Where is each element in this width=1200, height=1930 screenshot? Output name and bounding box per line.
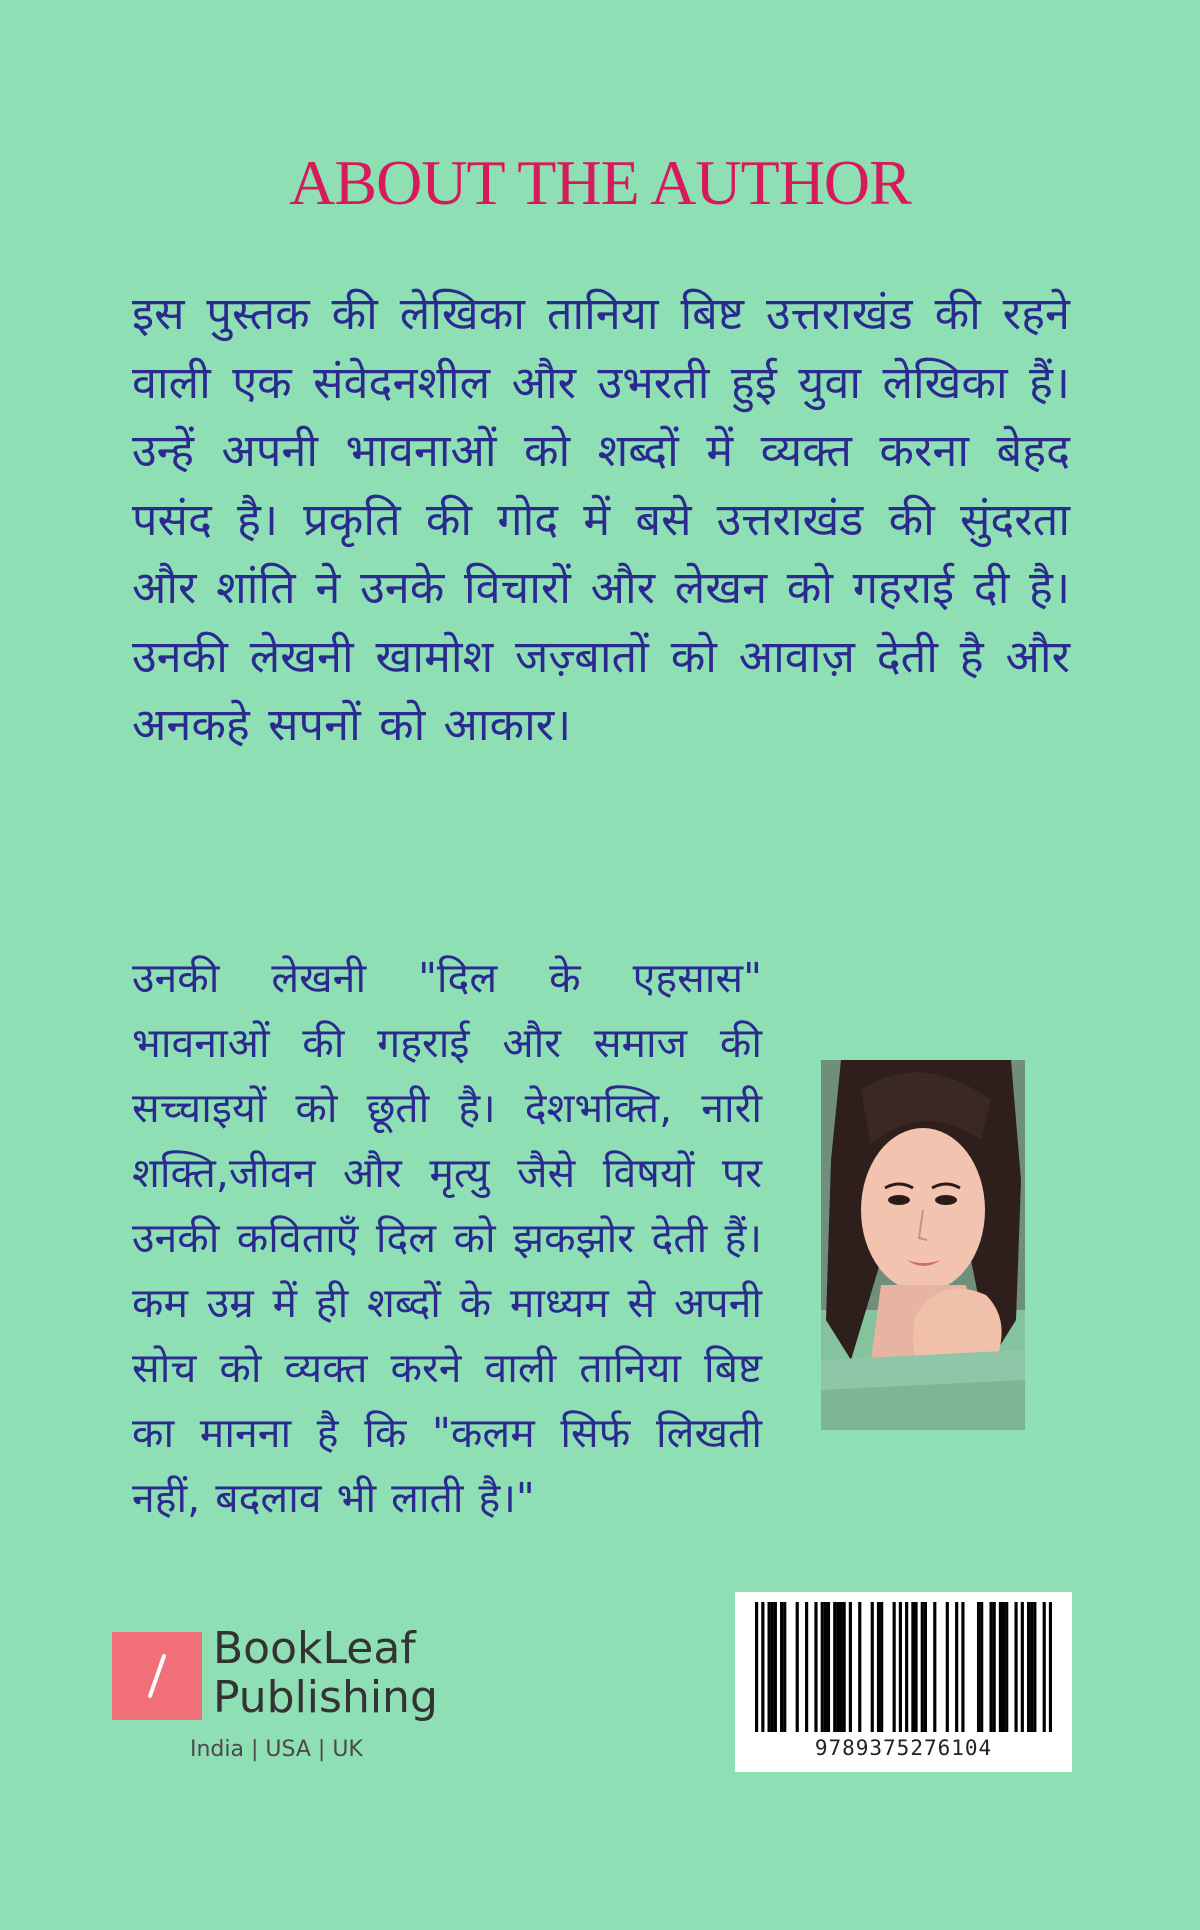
- barcode-bar: [911, 1602, 914, 1732]
- barcode-bar: [1002, 1602, 1005, 1732]
- barcode-bar: [921, 1602, 924, 1732]
- barcode-bar: [755, 1602, 758, 1732]
- barcode-bar: [905, 1602, 908, 1732]
- page-title: ABOUT THE AUTHOR: [289, 147, 911, 218]
- barcode-bar: [796, 1602, 799, 1732]
- barcode-bar: [858, 1602, 861, 1732]
- barcode-bar: [977, 1602, 980, 1732]
- barcode-bar: [924, 1602, 927, 1732]
- barcode-bar: [836, 1602, 839, 1732]
- barcode-bar: [805, 1602, 808, 1732]
- barcode-bar: [914, 1602, 917, 1732]
- barcode-bar: [1030, 1602, 1033, 1732]
- barcode-bar: [1027, 1602, 1030, 1732]
- barcode-bar: [1005, 1602, 1008, 1732]
- publisher-name-line-1: BookLeaf: [213, 1623, 416, 1674]
- barcode-bar: [780, 1602, 783, 1732]
- author-bio-paragraph-1: इस पुस्तक की लेखिका तानिया बिष्ट उत्तराखंड की रहने वाली एक संवेदनशील और उभरती हुई युवा लेखिका हैं। उन्हें अपनी भावनाओं को शब्दों में व्यक्त करना बेहद पसंद है। प्रकृति की गोद में बसे उत्तराखंड की सुंदरता और शांति ने उनके विचारों और लेखन को गहराई दी है। उनकी लेखनी खामोश जज़्बातों को आवाज़ देती है और अनकहे सपनों को आकार।: [132, 287, 1070, 751]
- barcode-bar: [933, 1602, 936, 1732]
- barcode-bar: [849, 1602, 852, 1732]
- barcode-bar: [893, 1602, 896, 1732]
- barcode-bar: [761, 1602, 764, 1732]
- barcode-bar: [880, 1602, 883, 1732]
- barcode-bar: [1033, 1602, 1036, 1732]
- barcode-bars: [755, 1602, 1052, 1732]
- barcode-bar: [955, 1602, 958, 1732]
- barcode-bar: [1021, 1602, 1024, 1732]
- barcode-bar: [774, 1602, 777, 1732]
- isbn-number: 9789375276104: [814, 1736, 993, 1760]
- barcode-bar: [961, 1602, 964, 1732]
- barcode-bar: [871, 1602, 874, 1732]
- barcode-bar: [821, 1602, 824, 1732]
- barcode-bar: [839, 1602, 842, 1732]
- barcode-bar: [771, 1602, 774, 1732]
- barcode-bar: [1049, 1602, 1052, 1732]
- publisher-logo-mark: [112, 1632, 202, 1720]
- barcode-bar: [999, 1602, 1002, 1732]
- barcode-bar: [827, 1602, 830, 1732]
- barcode-bar: [946, 1602, 949, 1732]
- barcode-bar: [783, 1602, 786, 1732]
- author-bio-paragraph-2: उनकी लेखनी "दिल के एहसास" भावनाओं की गहराई और समाज की सच्चाइयों को छूती है। देशभक्ति, नारी शक्ति,जीवन और मृत्यु जैसे विषयों पर उनकी कविताएँ दिल को झकझोर देती हैं। कम उम्र में ही शब्दों के माध्यम से अपनी सोच को व्यक्त करने वाली तानिया बिष्ट का मानना है कि "कलम सिर्फ लिखती नहीं, बदलाव भी लाती है।": [132, 954, 762, 1522]
- barcode-bar: [877, 1602, 880, 1732]
- barcode-bar: [833, 1602, 836, 1732]
- barcode-bar: [843, 1602, 846, 1732]
- author-photo: [821, 1060, 1025, 1430]
- publisher-name-line-2: Publishing: [213, 1672, 438, 1723]
- isbn-barcode: [735, 1592, 1072, 1772]
- barcode-bar: [989, 1602, 992, 1732]
- barcode-bar: [768, 1602, 771, 1732]
- publisher-regions: India | USA | UK: [190, 1737, 363, 1762]
- barcode-bar: [1043, 1602, 1046, 1732]
- barcode-bar: [1014, 1602, 1017, 1732]
- barcode-bar: [814, 1602, 817, 1732]
- barcode-bar: [993, 1602, 996, 1732]
- barcode-bar: [824, 1602, 827, 1732]
- barcode-bar: [899, 1602, 902, 1732]
- barcode-bar: [980, 1602, 983, 1732]
